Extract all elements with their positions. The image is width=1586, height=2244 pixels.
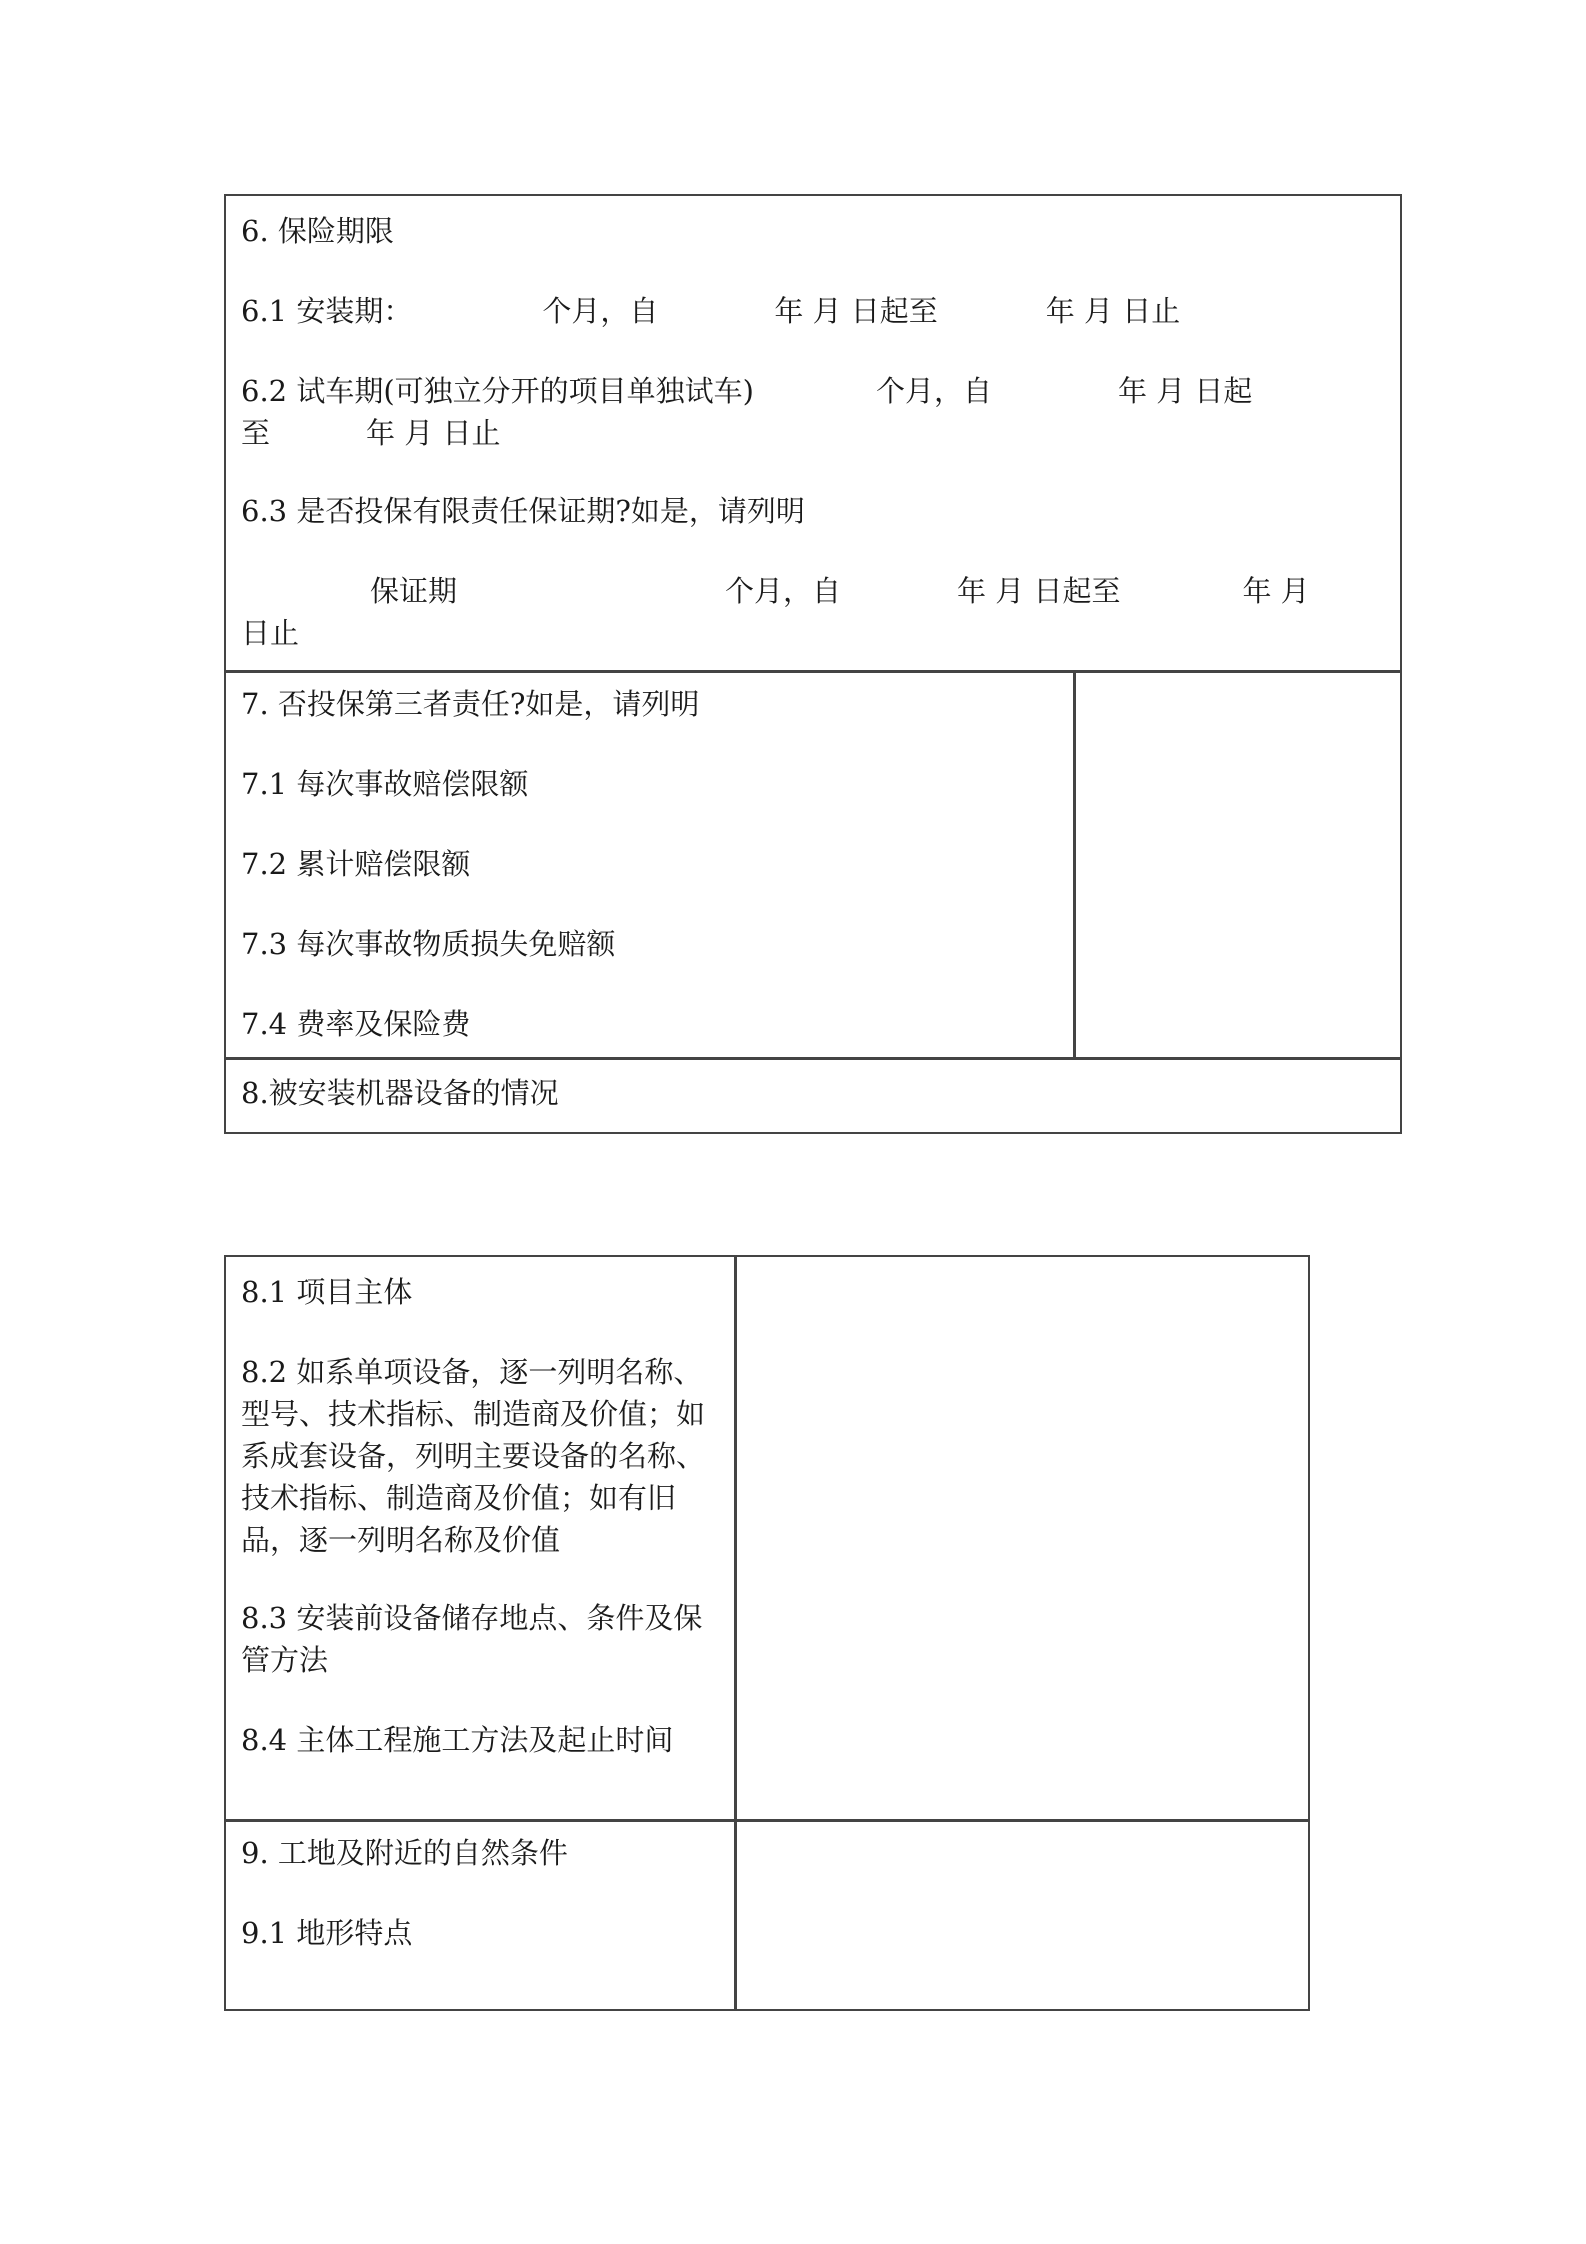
section-8-title: 8.被安装机器设备的情况 xyxy=(241,1076,559,1110)
section-7-item: 7.1 每次事故赔偿限额 xyxy=(241,767,529,801)
section-8-item: 8.3 安装前设备储存地点、条件及保管方法 xyxy=(241,1601,703,1677)
warranty-label: 保证期 xyxy=(370,574,458,608)
months-text: 个月，自 xyxy=(875,374,992,408)
warranty-period-line-cont: 日止 xyxy=(241,616,300,650)
section-7-item: 7.2 累计赔偿限额 xyxy=(241,847,471,881)
section-9-answer-cell xyxy=(737,1822,1308,2009)
to-text: 至 xyxy=(241,416,271,450)
section-6-2-label: 6.2 试车期(可独立分开的项目单独试车) xyxy=(241,374,754,408)
warranty-period-line xyxy=(370,570,1310,612)
section-7-cell xyxy=(226,673,1073,1057)
insurance-table-1 xyxy=(224,194,1402,1134)
section-6-cell xyxy=(226,196,1400,670)
start-date-text: 年 月 日起 xyxy=(1117,374,1253,408)
section-7-title: 7. 否投保第三者责任?如是，请列明 xyxy=(241,687,700,721)
months-text: 个月，自 xyxy=(725,574,842,608)
start-date-text: 年 月 日起至 xyxy=(957,574,1121,608)
section-7-item: 7.3 每次事故物质损失免赔额 xyxy=(241,927,616,961)
section-9-title: 9. 工地及附近的自然条件 xyxy=(241,1836,568,1870)
section-6-2-line xyxy=(241,370,1252,412)
end-date-text: 年 月 日止 xyxy=(1045,294,1181,328)
end-year-month-text: 年 月 xyxy=(1242,574,1310,608)
section-8-title-cell xyxy=(226,1060,1400,1132)
months-text: 个月，自 xyxy=(542,294,659,328)
section-6-1-line xyxy=(241,290,1180,332)
section-7-answer-cell xyxy=(1076,673,1400,1057)
section-6-3-line: 6.3 是否投保有限责任保证期?如是，请列明 xyxy=(241,494,805,528)
end-date-text: 年 月 日止 xyxy=(366,416,501,450)
section-8-item: 8.1 项目主体 xyxy=(241,1275,413,1309)
start-date-text: 年 月 日起至 xyxy=(774,294,938,328)
section-8-item: 8.2 如系单项设备，逐一列明名称、型号、技术指标、制造商及价值；如系成套设备，列明主要设备的名称、技术指标、制造商及价值；如有旧品，逐一列明名称及价值 xyxy=(241,1355,706,1557)
section-6-2-line-cont xyxy=(241,412,500,454)
section-8-answer-cell xyxy=(737,1257,1308,1819)
insurance-table-2 xyxy=(224,1255,1310,2011)
section-9-cell xyxy=(226,1822,733,2009)
section-7-item: 7.4 费率及保险费 xyxy=(241,1007,471,1041)
section-8-item: 8.4 主体工程施工方法及起止时间 xyxy=(241,1723,674,1757)
section-9-item: 9.1 地形特点 xyxy=(241,1916,413,1950)
section-6-1-label: 6.1 安装期： xyxy=(241,294,413,328)
section-6-title: 6. 保险期限 xyxy=(241,214,394,248)
section-8-items-cell xyxy=(226,1257,733,1819)
